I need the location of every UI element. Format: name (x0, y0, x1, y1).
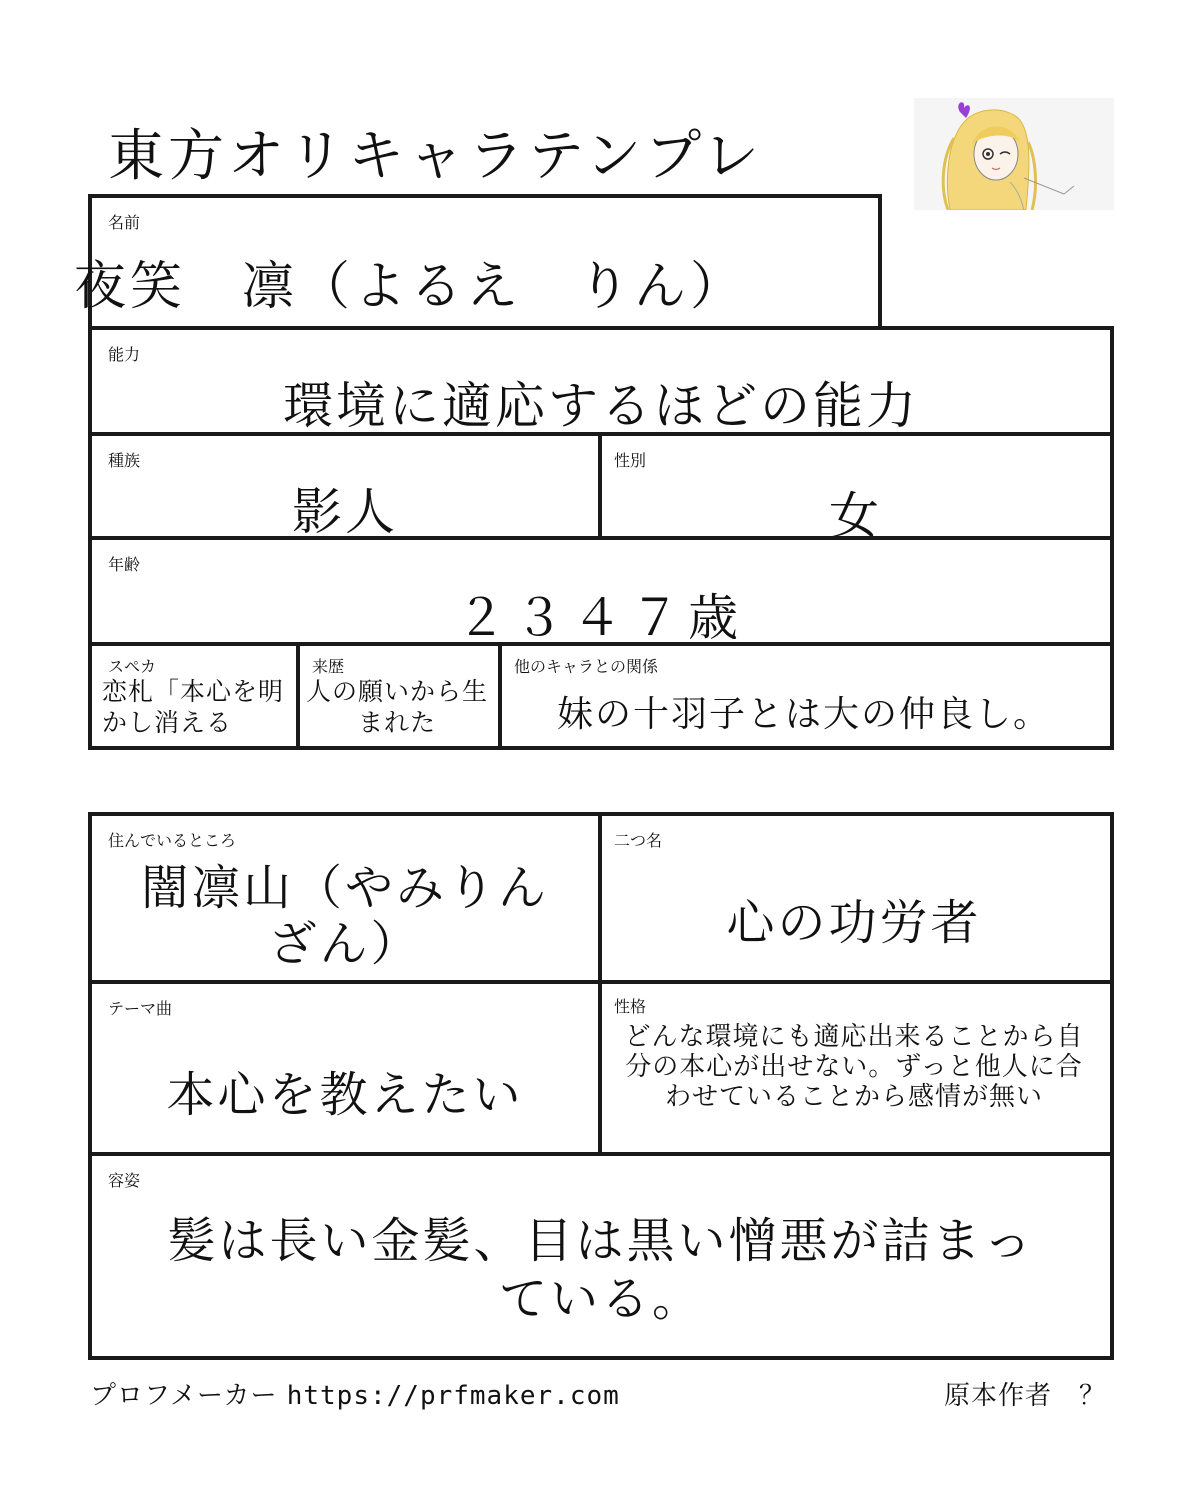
theme-value: 本心を教えたい (166, 1067, 524, 1123)
nickname-value: 心の功労者 (726, 895, 982, 951)
residence-cell (88, 812, 602, 984)
footer-url-link[interactable]: https://prfmaker.com (286, 1381, 620, 1411)
theme-cell (88, 980, 602, 1156)
personality-label: 性格 (614, 997, 647, 1016)
name-value: 夜笑 凛（よるえ りん） (73, 257, 746, 317)
history-label: 来歴 (312, 657, 345, 676)
footer-maker-name: プロフメーカー (90, 1381, 278, 1411)
relations-cell (498, 642, 1114, 750)
species-cell (88, 432, 602, 540)
character-portrait (914, 98, 1114, 210)
spellcard-value: 恋札「本心を明かし消える (102, 677, 285, 737)
spellcard-cell (88, 642, 300, 750)
age-label: 年齢 (108, 555, 141, 574)
personality-value: どんな環境にも適応出来ることから自分の本心が出せない。ずっと他人に合わせていることから感情が無い (624, 1022, 1084, 1112)
species-value: 影人 (292, 483, 398, 541)
residence-value: 闇凛山（やみりんざん） (140, 860, 549, 972)
theme-label: テーマ曲 (108, 999, 173, 1018)
relations-label: 他のキャラとの関係 (514, 657, 659, 676)
footer-maker (90, 1375, 620, 1412)
ability-value: 環境に適応するほどの能力 (283, 377, 919, 435)
species-label: 種族 (108, 451, 141, 470)
personality-cell (598, 980, 1114, 1156)
relations-value: 妹の十羽子とは大の仲良し。 (556, 694, 1051, 735)
age-cell (88, 536, 1114, 646)
gender-value: 女 (829, 487, 879, 545)
appearance-value: 髪は長い金髪、目は黒い憎悪が詰まっている。 (167, 1213, 1035, 1327)
ability-cell (88, 326, 1114, 436)
residence-label: 住んでいるところ (108, 831, 237, 850)
history-cell (296, 642, 502, 750)
page-title: 東方オリキャラテンプレ (108, 124, 763, 189)
name-label: 名前 (108, 213, 141, 232)
appearance-cell (88, 1152, 1114, 1360)
appearance-label: 容姿 (108, 1171, 141, 1190)
gender-cell (598, 432, 1114, 545)
footer-author: 原本作者 ？ (944, 1381, 1107, 1411)
name-cell (73, 194, 882, 330)
ability-label: 能力 (108, 345, 141, 364)
history-value: 人の願いから生まれた (305, 677, 488, 737)
gender-label: 性別 (614, 451, 647, 470)
character-portrait-sketch-icon (914, 98, 1114, 210)
nickname-cell (598, 812, 1114, 984)
spellcard-label: スペカ (108, 657, 157, 676)
age-value: ２３４７歳 (456, 589, 746, 647)
nickname-label: 二つ名 (614, 831, 663, 850)
